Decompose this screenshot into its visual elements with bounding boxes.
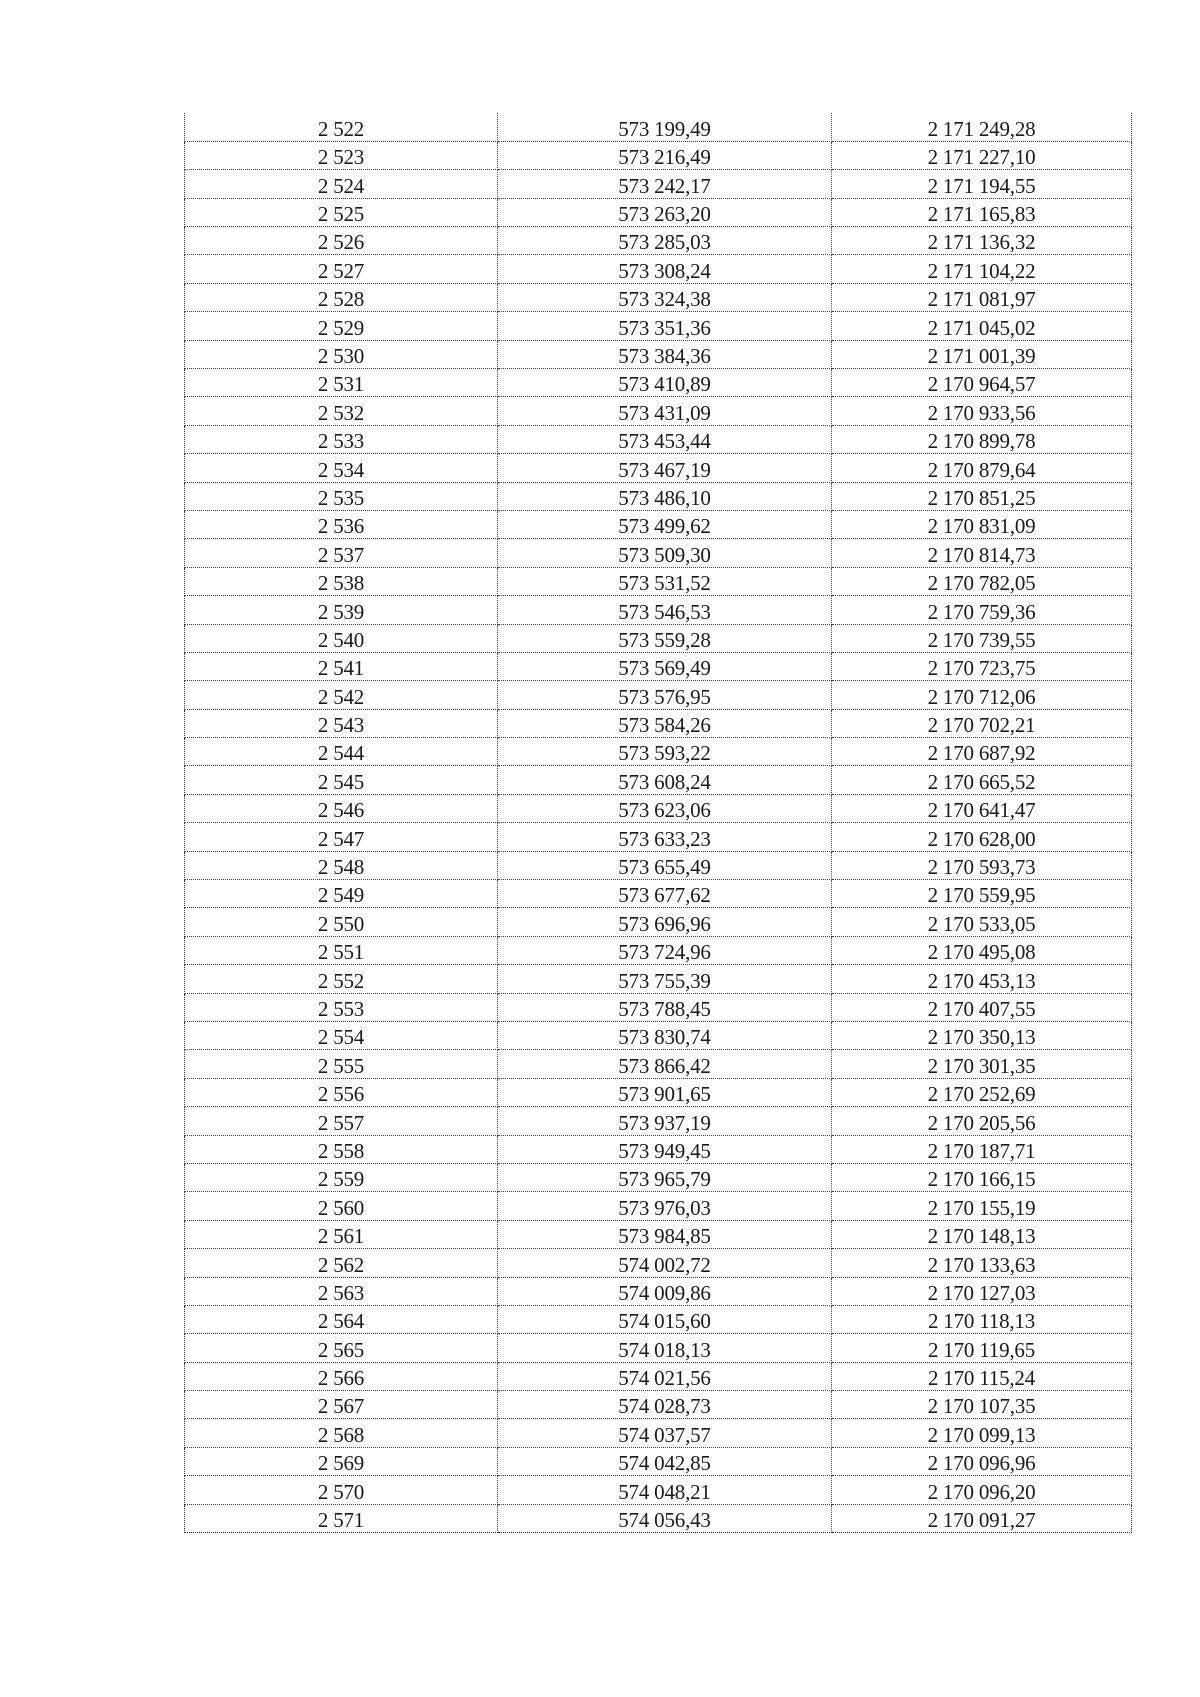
point-number-cell: 2 545 [185, 766, 498, 794]
y-coordinate-cell: 2 170 096,96 [832, 1447, 1132, 1475]
y-coordinate-cell: 2 170 187,71 [832, 1135, 1132, 1163]
point-number-cell: 2 552 [185, 965, 498, 993]
x-coordinate-cell: 573 546,53 [498, 596, 832, 624]
x-coordinate-cell: 573 559,28 [498, 624, 832, 652]
point-number-cell: 2 557 [185, 1107, 498, 1135]
x-coordinate-cell: 573 569,49 [498, 652, 832, 680]
table-row [185, 1220, 1132, 1248]
table-row [185, 1447, 1132, 1475]
x-coordinate-cell: 573 576,95 [498, 681, 832, 709]
y-coordinate-cell: 2 171 249,28 [832, 113, 1132, 141]
y-coordinate-cell: 2 170 155,19 [832, 1192, 1132, 1220]
table-row [185, 425, 1132, 453]
y-coordinate-cell: 2 170 814,73 [832, 539, 1132, 567]
y-coordinate-cell: 2 170 148,13 [832, 1220, 1132, 1248]
point-number-cell: 2 535 [185, 482, 498, 510]
point-number-cell: 2 558 [185, 1135, 498, 1163]
table-row [185, 794, 1132, 822]
table-row [185, 283, 1132, 311]
table-row [185, 652, 1132, 680]
y-coordinate-cell: 2 170 879,64 [832, 454, 1132, 482]
point-number-cell: 2 551 [185, 936, 498, 964]
y-coordinate-cell: 2 170 964,57 [832, 369, 1132, 397]
y-coordinate-cell: 2 170 641,47 [832, 794, 1132, 822]
point-number-cell: 2 566 [185, 1362, 498, 1390]
x-coordinate-cell: 573 351,36 [498, 312, 832, 340]
point-number-cell: 2 571 [185, 1504, 498, 1532]
x-coordinate-cell: 574 021,56 [498, 1362, 832, 1390]
y-coordinate-cell: 2 170 166,15 [832, 1163, 1132, 1191]
table-row [185, 1078, 1132, 1106]
point-number-cell: 2 564 [185, 1305, 498, 1333]
table-row [185, 1192, 1132, 1220]
table-row [185, 851, 1132, 879]
point-number-cell: 2 524 [185, 170, 498, 198]
x-coordinate-cell: 573 285,03 [498, 227, 832, 255]
x-coordinate-cell: 573 623,06 [498, 794, 832, 822]
x-coordinate-cell: 573 677,62 [498, 880, 832, 908]
x-coordinate-cell: 573 949,45 [498, 1135, 832, 1163]
y-coordinate-cell: 2 170 851,25 [832, 482, 1132, 510]
x-coordinate-cell: 573 431,09 [498, 397, 832, 425]
y-coordinate-cell: 2 171 165,83 [832, 198, 1132, 226]
x-coordinate-cell: 573 584,26 [498, 709, 832, 737]
y-coordinate-cell: 2 170 205,56 [832, 1107, 1132, 1135]
table-row [185, 227, 1132, 255]
x-coordinate-cell: 573 976,03 [498, 1192, 832, 1220]
x-coordinate-cell: 573 324,38 [498, 283, 832, 311]
table-row [185, 340, 1132, 368]
table-row [185, 1305, 1132, 1333]
x-coordinate-cell: 573 937,19 [498, 1107, 832, 1135]
x-coordinate-cell: 573 901,65 [498, 1078, 832, 1106]
table-row [185, 1334, 1132, 1362]
point-number-cell: 2 554 [185, 1022, 498, 1050]
y-coordinate-cell: 2 170 533,05 [832, 908, 1132, 936]
y-coordinate-cell: 2 170 665,52 [832, 766, 1132, 794]
y-coordinate-cell: 2 170 252,69 [832, 1078, 1132, 1106]
y-coordinate-cell: 2 171 136,32 [832, 227, 1132, 255]
point-number-cell: 2 569 [185, 1447, 498, 1475]
y-coordinate-cell: 2 170 628,00 [832, 823, 1132, 851]
y-coordinate-cell: 2 170 559,95 [832, 880, 1132, 908]
point-number-cell: 2 555 [185, 1050, 498, 1078]
y-coordinate-cell: 2 170 495,08 [832, 936, 1132, 964]
table-row [185, 624, 1132, 652]
x-coordinate-cell: 573 531,52 [498, 567, 832, 595]
x-coordinate-cell: 573 486,10 [498, 482, 832, 510]
table-row [185, 1391, 1132, 1419]
point-number-cell: 2 526 [185, 227, 498, 255]
table-row [185, 312, 1132, 340]
point-number-cell: 2 563 [185, 1277, 498, 1305]
point-number-cell: 2 537 [185, 539, 498, 567]
x-coordinate-cell: 573 216,49 [498, 141, 832, 169]
x-coordinate-cell: 573 866,42 [498, 1050, 832, 1078]
y-coordinate-cell: 2 170 712,06 [832, 681, 1132, 709]
x-coordinate-cell: 573 467,19 [498, 454, 832, 482]
y-coordinate-cell: 2 171 045,02 [832, 312, 1132, 340]
y-coordinate-cell: 2 170 091,27 [832, 1504, 1132, 1532]
y-coordinate-cell: 2 170 119,65 [832, 1334, 1132, 1362]
x-coordinate-cell: 574 056,43 [498, 1504, 832, 1532]
y-coordinate-cell: 2 170 107,35 [832, 1391, 1132, 1419]
x-coordinate-cell: 573 696,96 [498, 908, 832, 936]
point-number-cell: 2 560 [185, 1192, 498, 1220]
point-number-cell: 2 570 [185, 1476, 498, 1504]
y-coordinate-cell: 2 170 593,73 [832, 851, 1132, 879]
point-number-cell: 2 546 [185, 794, 498, 822]
x-coordinate-cell: 574 042,85 [498, 1447, 832, 1475]
table-row [185, 567, 1132, 595]
table-row [185, 908, 1132, 936]
table-row [185, 681, 1132, 709]
table-row [185, 880, 1132, 908]
y-coordinate-cell: 2 170 687,92 [832, 738, 1132, 766]
y-coordinate-cell: 2 171 081,97 [832, 283, 1132, 311]
table-row [185, 766, 1132, 794]
x-coordinate-cell: 573 499,62 [498, 510, 832, 538]
y-coordinate-cell: 2 170 723,75 [832, 652, 1132, 680]
table-row [185, 397, 1132, 425]
point-number-cell: 2 565 [185, 1334, 498, 1362]
point-number-cell: 2 553 [185, 993, 498, 1021]
x-coordinate-cell: 573 830,74 [498, 1022, 832, 1050]
point-number-cell: 2 561 [185, 1220, 498, 1248]
point-number-cell: 2 550 [185, 908, 498, 936]
point-number-cell: 2 531 [185, 369, 498, 397]
point-number-cell: 2 559 [185, 1163, 498, 1191]
table-row [185, 1419, 1132, 1447]
y-coordinate-cell: 2 170 453,13 [832, 965, 1132, 993]
point-number-cell: 2 542 [185, 681, 498, 709]
y-coordinate-cell: 2 170 350,13 [832, 1022, 1132, 1050]
x-coordinate-cell: 573 263,20 [498, 198, 832, 226]
x-coordinate-cell: 573 984,85 [498, 1220, 832, 1248]
table-row [185, 936, 1132, 964]
point-number-cell: 2 532 [185, 397, 498, 425]
point-number-cell: 2 547 [185, 823, 498, 851]
table-row [185, 198, 1132, 226]
x-coordinate-cell: 573 965,79 [498, 1163, 832, 1191]
point-number-cell: 2 556 [185, 1078, 498, 1106]
y-coordinate-cell: 2 170 702,21 [832, 709, 1132, 737]
point-number-cell: 2 540 [185, 624, 498, 652]
y-coordinate-cell: 2 170 782,05 [832, 567, 1132, 595]
table-row [185, 1022, 1132, 1050]
point-number-cell: 2 538 [185, 567, 498, 595]
y-coordinate-cell: 2 171 104,22 [832, 255, 1132, 283]
table-row [185, 596, 1132, 624]
point-number-cell: 2 568 [185, 1419, 498, 1447]
point-number-cell: 2 522 [185, 113, 498, 141]
x-coordinate-cell: 573 509,30 [498, 539, 832, 567]
y-coordinate-cell: 2 171 227,10 [832, 141, 1132, 169]
x-coordinate-cell: 574 037,57 [498, 1419, 832, 1447]
y-coordinate-cell: 2 170 739,55 [832, 624, 1132, 652]
table-row [185, 1476, 1132, 1504]
y-coordinate-cell: 2 171 001,39 [832, 340, 1132, 368]
point-number-cell: 2 527 [185, 255, 498, 283]
x-coordinate-cell: 573 788,45 [498, 993, 832, 1021]
x-coordinate-cell: 573 724,96 [498, 936, 832, 964]
table-row [185, 993, 1132, 1021]
y-coordinate-cell: 2 170 759,36 [832, 596, 1132, 624]
table-row [185, 965, 1132, 993]
table-row [185, 369, 1132, 397]
table-row [185, 170, 1132, 198]
coordinates-table [184, 113, 1132, 1533]
point-number-cell: 2 543 [185, 709, 498, 737]
y-coordinate-cell: 2 170 899,78 [832, 425, 1132, 453]
point-number-cell: 2 567 [185, 1391, 498, 1419]
point-number-cell: 2 549 [185, 880, 498, 908]
table-row [185, 255, 1132, 283]
y-coordinate-cell: 2 170 099,13 [832, 1419, 1132, 1447]
point-number-cell: 2 544 [185, 738, 498, 766]
x-coordinate-cell: 573 655,49 [498, 851, 832, 879]
x-coordinate-cell: 573 633,23 [498, 823, 832, 851]
x-coordinate-cell: 573 593,22 [498, 738, 832, 766]
table-row [185, 482, 1132, 510]
table-row [185, 738, 1132, 766]
point-number-cell: 2 528 [185, 283, 498, 311]
point-number-cell: 2 529 [185, 312, 498, 340]
x-coordinate-cell: 573 608,24 [498, 766, 832, 794]
point-number-cell: 2 525 [185, 198, 498, 226]
point-number-cell: 2 562 [185, 1249, 498, 1277]
table-row [185, 1504, 1132, 1532]
table-row [185, 823, 1132, 851]
point-number-cell: 2 534 [185, 454, 498, 482]
table-row [185, 1107, 1132, 1135]
y-coordinate-cell: 2 170 407,55 [832, 993, 1132, 1021]
table-row [185, 141, 1132, 169]
x-coordinate-cell: 574 048,21 [498, 1476, 832, 1504]
y-coordinate-cell: 2 170 115,24 [832, 1362, 1132, 1390]
y-coordinate-cell: 2 170 301,35 [832, 1050, 1132, 1078]
x-coordinate-cell: 574 028,73 [498, 1391, 832, 1419]
table-row [185, 539, 1132, 567]
y-coordinate-cell: 2 170 831,09 [832, 510, 1132, 538]
table-row [185, 1050, 1132, 1078]
y-coordinate-cell: 2 170 096,20 [832, 1476, 1132, 1504]
table-row [185, 113, 1132, 141]
y-coordinate-cell: 2 170 133,63 [832, 1249, 1132, 1277]
x-coordinate-cell: 573 308,24 [498, 255, 832, 283]
table-row [185, 454, 1132, 482]
point-number-cell: 2 523 [185, 141, 498, 169]
point-number-cell: 2 536 [185, 510, 498, 538]
y-coordinate-cell: 2 170 127,03 [832, 1277, 1132, 1305]
x-coordinate-cell: 573 384,36 [498, 340, 832, 368]
x-coordinate-cell: 573 410,89 [498, 369, 832, 397]
table-row [185, 709, 1132, 737]
x-coordinate-cell: 573 199,49 [498, 113, 832, 141]
x-coordinate-cell: 574 009,86 [498, 1277, 832, 1305]
point-number-cell: 2 541 [185, 652, 498, 680]
point-number-cell: 2 548 [185, 851, 498, 879]
x-coordinate-cell: 573 242,17 [498, 170, 832, 198]
point-number-cell: 2 530 [185, 340, 498, 368]
table-row [185, 1249, 1132, 1277]
point-number-cell: 2 539 [185, 596, 498, 624]
point-number-cell: 2 533 [185, 425, 498, 453]
table-row [185, 1135, 1132, 1163]
coordinates-table-body [185, 113, 1132, 1533]
table-row [185, 510, 1132, 538]
x-coordinate-cell: 573 755,39 [498, 965, 832, 993]
y-coordinate-cell: 2 170 118,13 [832, 1305, 1132, 1333]
table-row [185, 1362, 1132, 1390]
x-coordinate-cell: 573 453,44 [498, 425, 832, 453]
table-row [185, 1163, 1132, 1191]
x-coordinate-cell: 574 015,60 [498, 1305, 832, 1333]
y-coordinate-cell: 2 171 194,55 [832, 170, 1132, 198]
x-coordinate-cell: 574 002,72 [498, 1249, 832, 1277]
x-coordinate-cell: 574 018,13 [498, 1334, 832, 1362]
table-row [185, 1277, 1132, 1305]
y-coordinate-cell: 2 170 933,56 [832, 397, 1132, 425]
